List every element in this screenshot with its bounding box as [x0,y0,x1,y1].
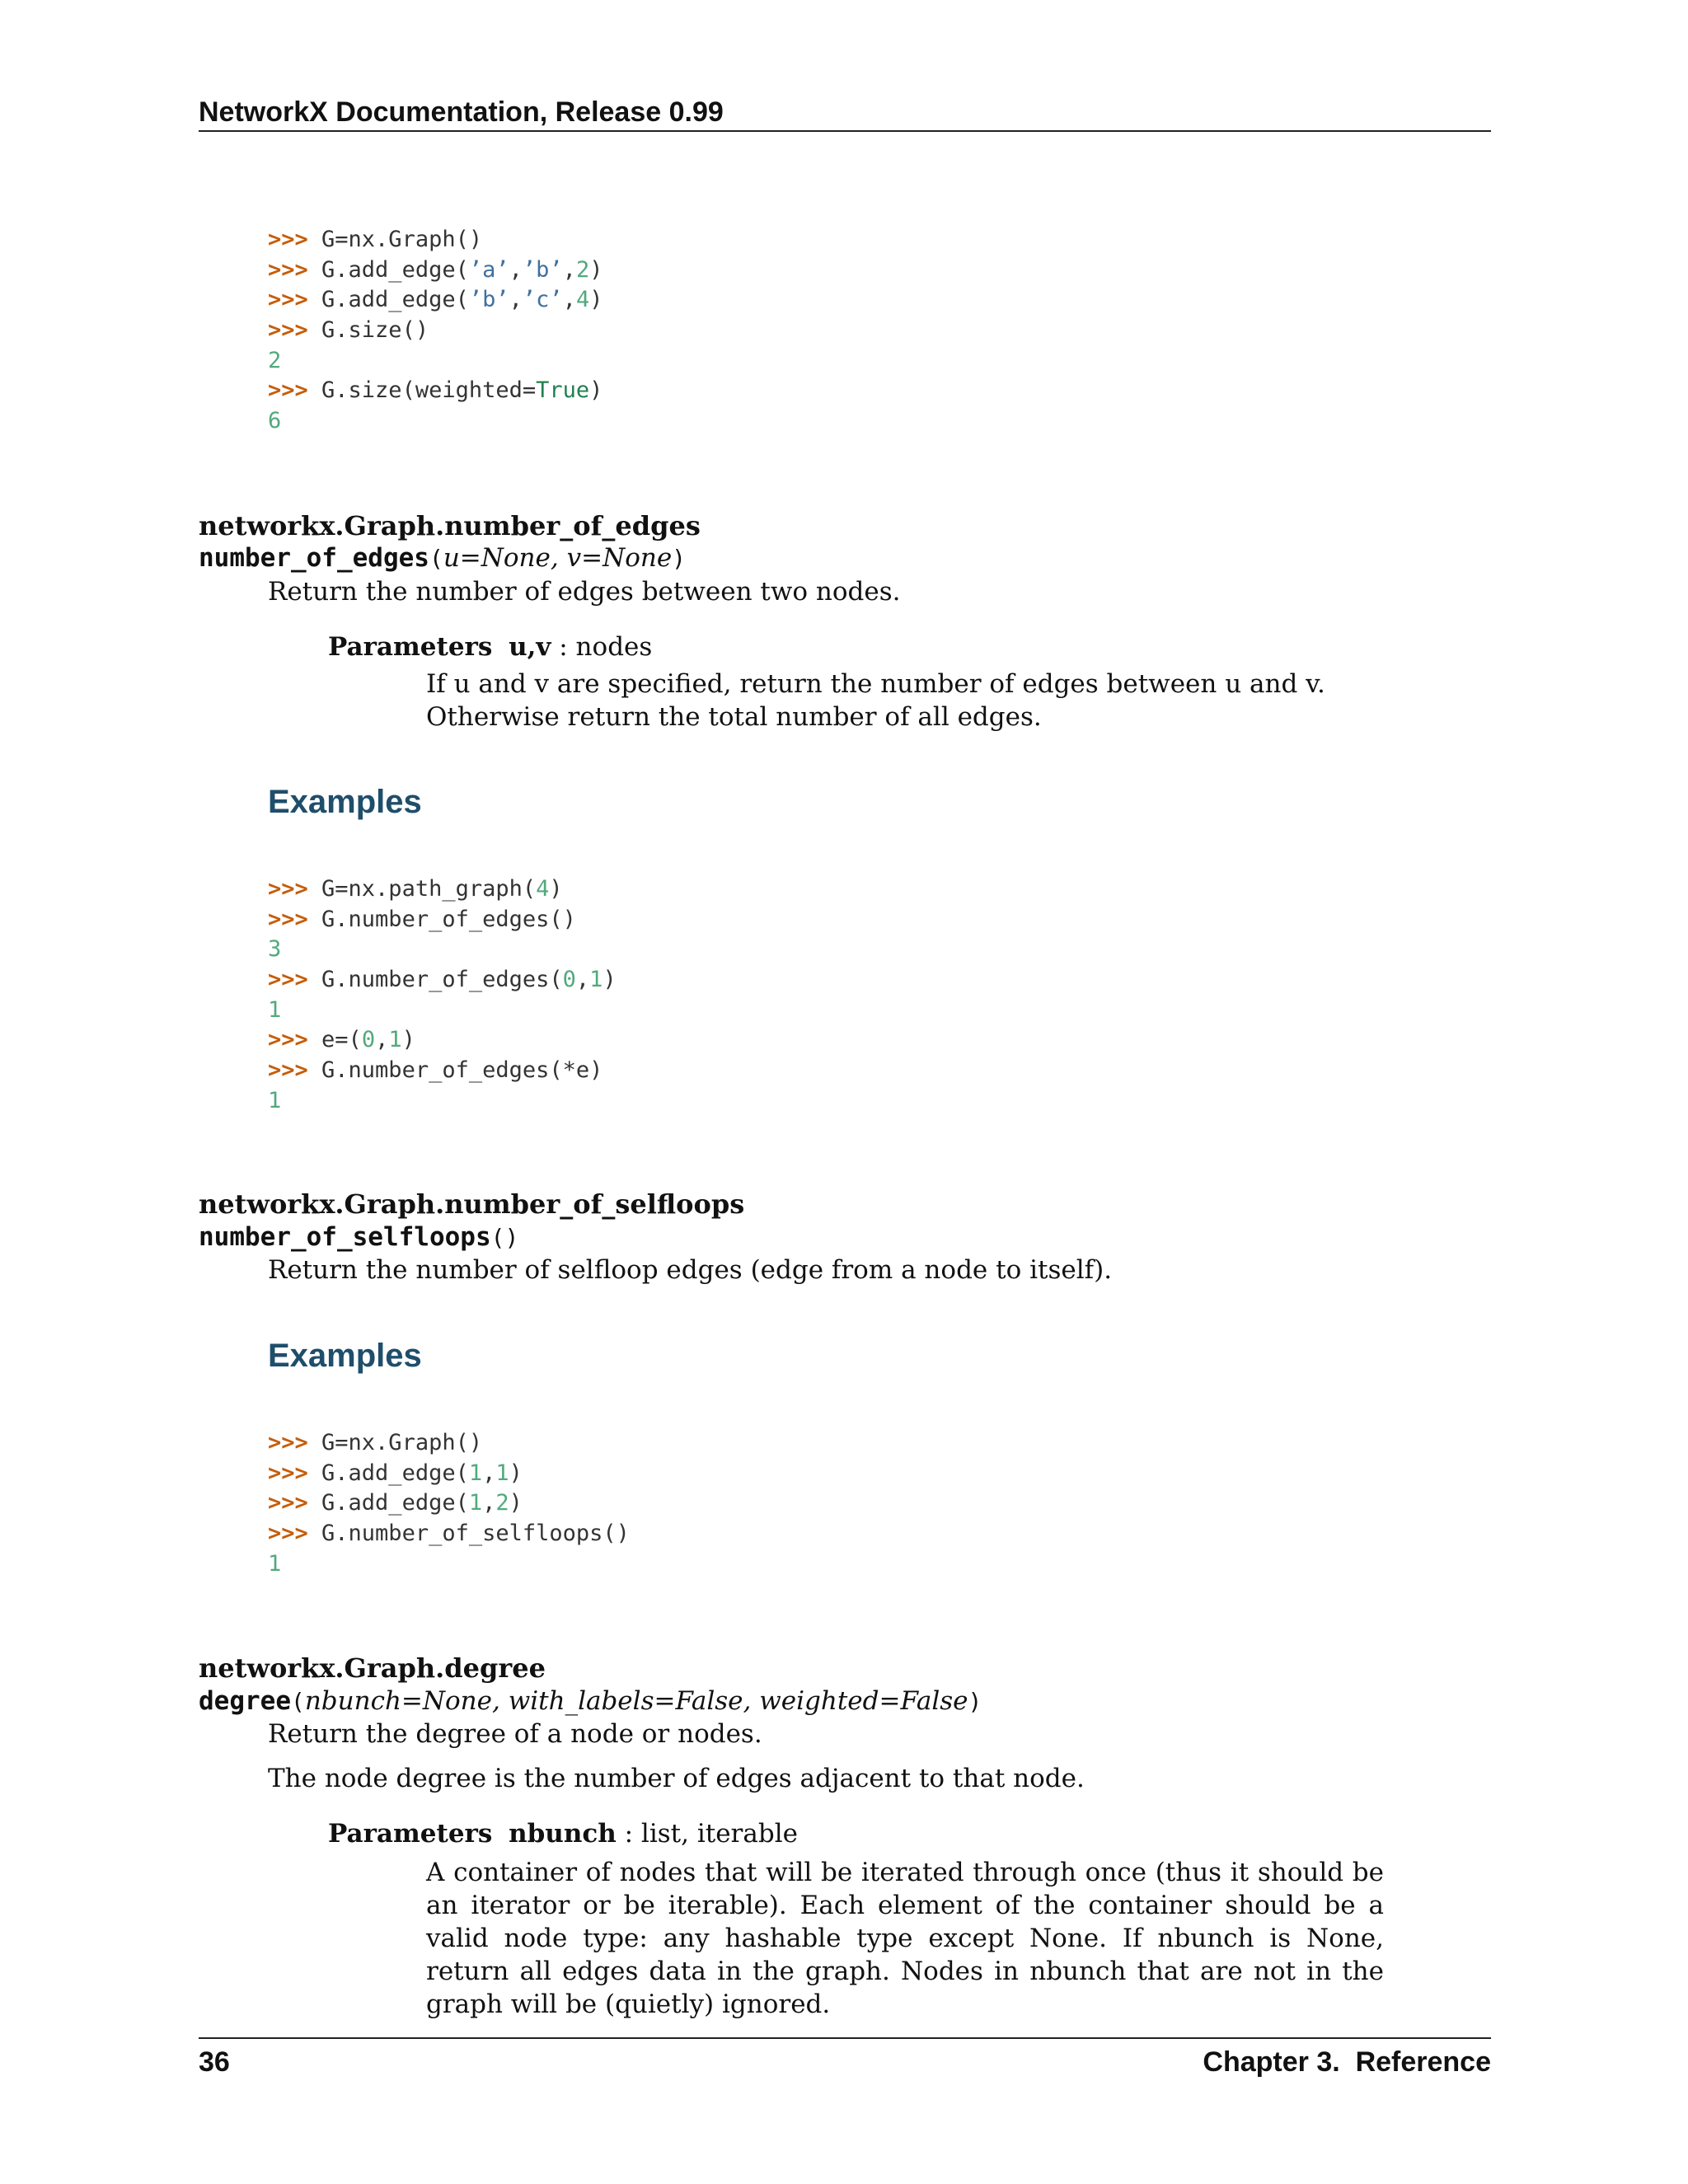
code-prompt: >>> [268,1521,322,1547]
examples-heading: Examples [268,1338,422,1374]
footer-rule [199,2037,1491,2039]
code-token: G.number_of_edges(*e) [321,1057,603,1084]
code-token: G.number_of_selfloops() [321,1521,630,1547]
code-token: G.number_of_edges( [321,967,563,993]
param-type: : list, iterable [616,1819,798,1849]
footer-chapter: Chapter 3. Reference [1203,2046,1491,2078]
code-line [268,1488,630,1519]
code-token: ’a’ [468,256,509,283]
code-token: , [509,256,523,283]
method-name: degree [199,1686,291,1716]
code-token: , [562,287,576,313]
code-token: G.size(weighted [321,377,523,404]
method-qualname-number-of-edges: networkx.Graph.number_of_edges [199,510,701,541]
param-description: A container of nodes that will be iterated through once (thus it should be an iterator or be iterable). Each element of the container should be a valid node type: any hashable type except None. If nbunch is None, return all edges data in the graph. Nodes in nbunch that are not in the graph will be (quietly) ignored. [426,1858,1384,2019]
code-token: 0 [361,1027,376,1053]
code-block-number-of-selfloops-example [268,1428,630,1579]
code-token: 1 [468,1460,483,1486]
param-name: nbunch [509,1819,617,1849]
code-token: , [562,256,576,283]
code-prompt: >>> [268,1057,322,1084]
code-token: , [375,1027,389,1053]
method-signature-number-of-edges [199,541,686,576]
method-summary-number-of-selfloops: Return the number of selfloop edges (edge from a node to itself). [268,1255,1113,1285]
code-token: G.size() [321,317,429,344]
method-detail-degree: The node degree is the number of edges adjacent to that node. [268,1764,1085,1793]
parameters-heading [328,630,652,664]
page-number: 36 [199,2046,230,2078]
code-line [268,874,617,905]
code-token: G.add_edge( [321,1460,469,1486]
signature-close-paren: ) [672,545,687,572]
code-prompt: >>> [268,906,322,932]
code-prompt: >>> [268,1460,322,1486]
code-line [268,376,603,406]
parameters-label: Parameters [328,632,493,662]
code-token: ) [589,377,603,404]
code-line [268,1549,630,1580]
code-line [268,1428,630,1459]
page-header-title: NetworkX Documentation, Release 0.99 [199,96,724,128]
method-qualname-degree: networkx.Graph.degree [199,1652,546,1684]
code-token: G.add_edge( [321,256,469,283]
code-line [268,935,617,965]
code-token: 1 [388,1027,402,1053]
code-line [268,285,603,316]
signature-open-paren: ( [429,545,443,572]
code-token: 1 [468,1490,483,1516]
code-token: 6 [268,408,282,434]
code-prompt: >>> [268,1430,322,1455]
method-summary-number-of-edges: Return the number of edges between two nodes. [268,577,901,607]
code-line [268,225,603,255]
method-summary-degree: Return the degree of a node or nodes. [268,1719,762,1749]
code-token: ) [401,1027,415,1053]
code-line [268,406,603,437]
signature-close-paren: ) [968,1688,982,1715]
code-prompt: >>> [268,967,322,993]
code-block-size-example [268,225,603,437]
code-token: 2 [268,347,282,373]
header-rule [199,130,1491,132]
method-signature-degree [199,1684,982,1719]
code-prompt: >>> [268,287,322,313]
code-line [268,1519,630,1549]
code-token: ) [589,287,603,313]
code-token: 2 [575,256,590,283]
parameters-label: Parameters [328,1819,493,1849]
method-signature-number-of-selfloops [199,1220,518,1255]
method-name: number_of_selfloops [199,1222,491,1252]
code-token: 4 [575,287,590,313]
code-token: , [575,967,590,993]
code-prompt: >>> [268,317,322,344]
code-token: True [536,377,590,404]
code-token: , [482,1460,496,1486]
code-line [268,965,617,996]
code-token: ) [589,256,603,283]
signature-args: nbunch=None, with_labels=False, weighted=False [304,1686,968,1716]
code-line [268,996,617,1026]
code-token: 1 [268,1087,282,1113]
code-token: 2 [495,1490,509,1516]
code-token: = [522,377,537,404]
signature-open-paren: ( [490,1224,505,1251]
code-token: G.number_of_edges() [321,906,576,932]
code-token: ) [509,1460,523,1486]
code-token: 1 [589,967,603,993]
code-token: ’b’ [468,287,509,313]
code-token: G=nx.Graph() [321,227,483,252]
code-token: G=nx.path_graph( [321,876,537,902]
code-prompt: >>> [268,377,322,404]
code-prompt: >>> [268,1490,322,1516]
examples-heading: Examples [268,784,422,820]
code-line [268,255,603,286]
code-token: G.add_edge( [321,1490,469,1516]
code-line [268,1056,617,1086]
code-token: G.add_edge( [321,287,469,313]
param-description: If u and v are specified, return the number of edges between u and v. Otherwise return the total number of all edges. [426,669,1325,732]
code-token: , [482,1490,496,1516]
code-token: ’c’ [522,287,563,313]
code-prompt: >>> [268,227,322,252]
param-name: u,v [509,632,551,662]
code-token: ) [509,1490,523,1516]
code-token: ) [549,876,563,902]
code-line [268,1459,630,1489]
code-prompt: >>> [268,256,322,283]
signature-open-paren: ( [290,1688,305,1715]
code-block-number-of-edges-example [268,874,617,1117]
signature-args: u=None, v=None [443,543,673,573]
code-prompt: >>> [268,1027,322,1053]
method-qualname-number-of-selfloops: networkx.Graph.number_of_selfloops [199,1188,745,1220]
code-line [268,346,603,377]
code-line [268,905,617,935]
code-token: 1 [495,1460,509,1486]
param-type: : nodes [551,632,653,662]
code-token: 0 [562,967,576,993]
method-name: number_of_edges [199,543,429,573]
code-token: ’b’ [522,256,563,283]
code-token: ) [603,967,617,993]
code-token: 1 [268,1550,282,1577]
code-line [268,316,603,346]
parameters-heading [328,1816,798,1851]
code-token: G=nx.Graph() [321,1430,483,1455]
code-token: 4 [536,876,550,902]
signature-close-paren: ) [504,1224,519,1251]
code-token: e=( [321,1027,362,1053]
code-line [268,1086,617,1117]
code-token: 3 [268,936,282,963]
code-token: 1 [268,996,282,1023]
code-token: , [509,287,523,313]
code-line [268,1025,617,1056]
code-prompt: >>> [268,876,322,902]
